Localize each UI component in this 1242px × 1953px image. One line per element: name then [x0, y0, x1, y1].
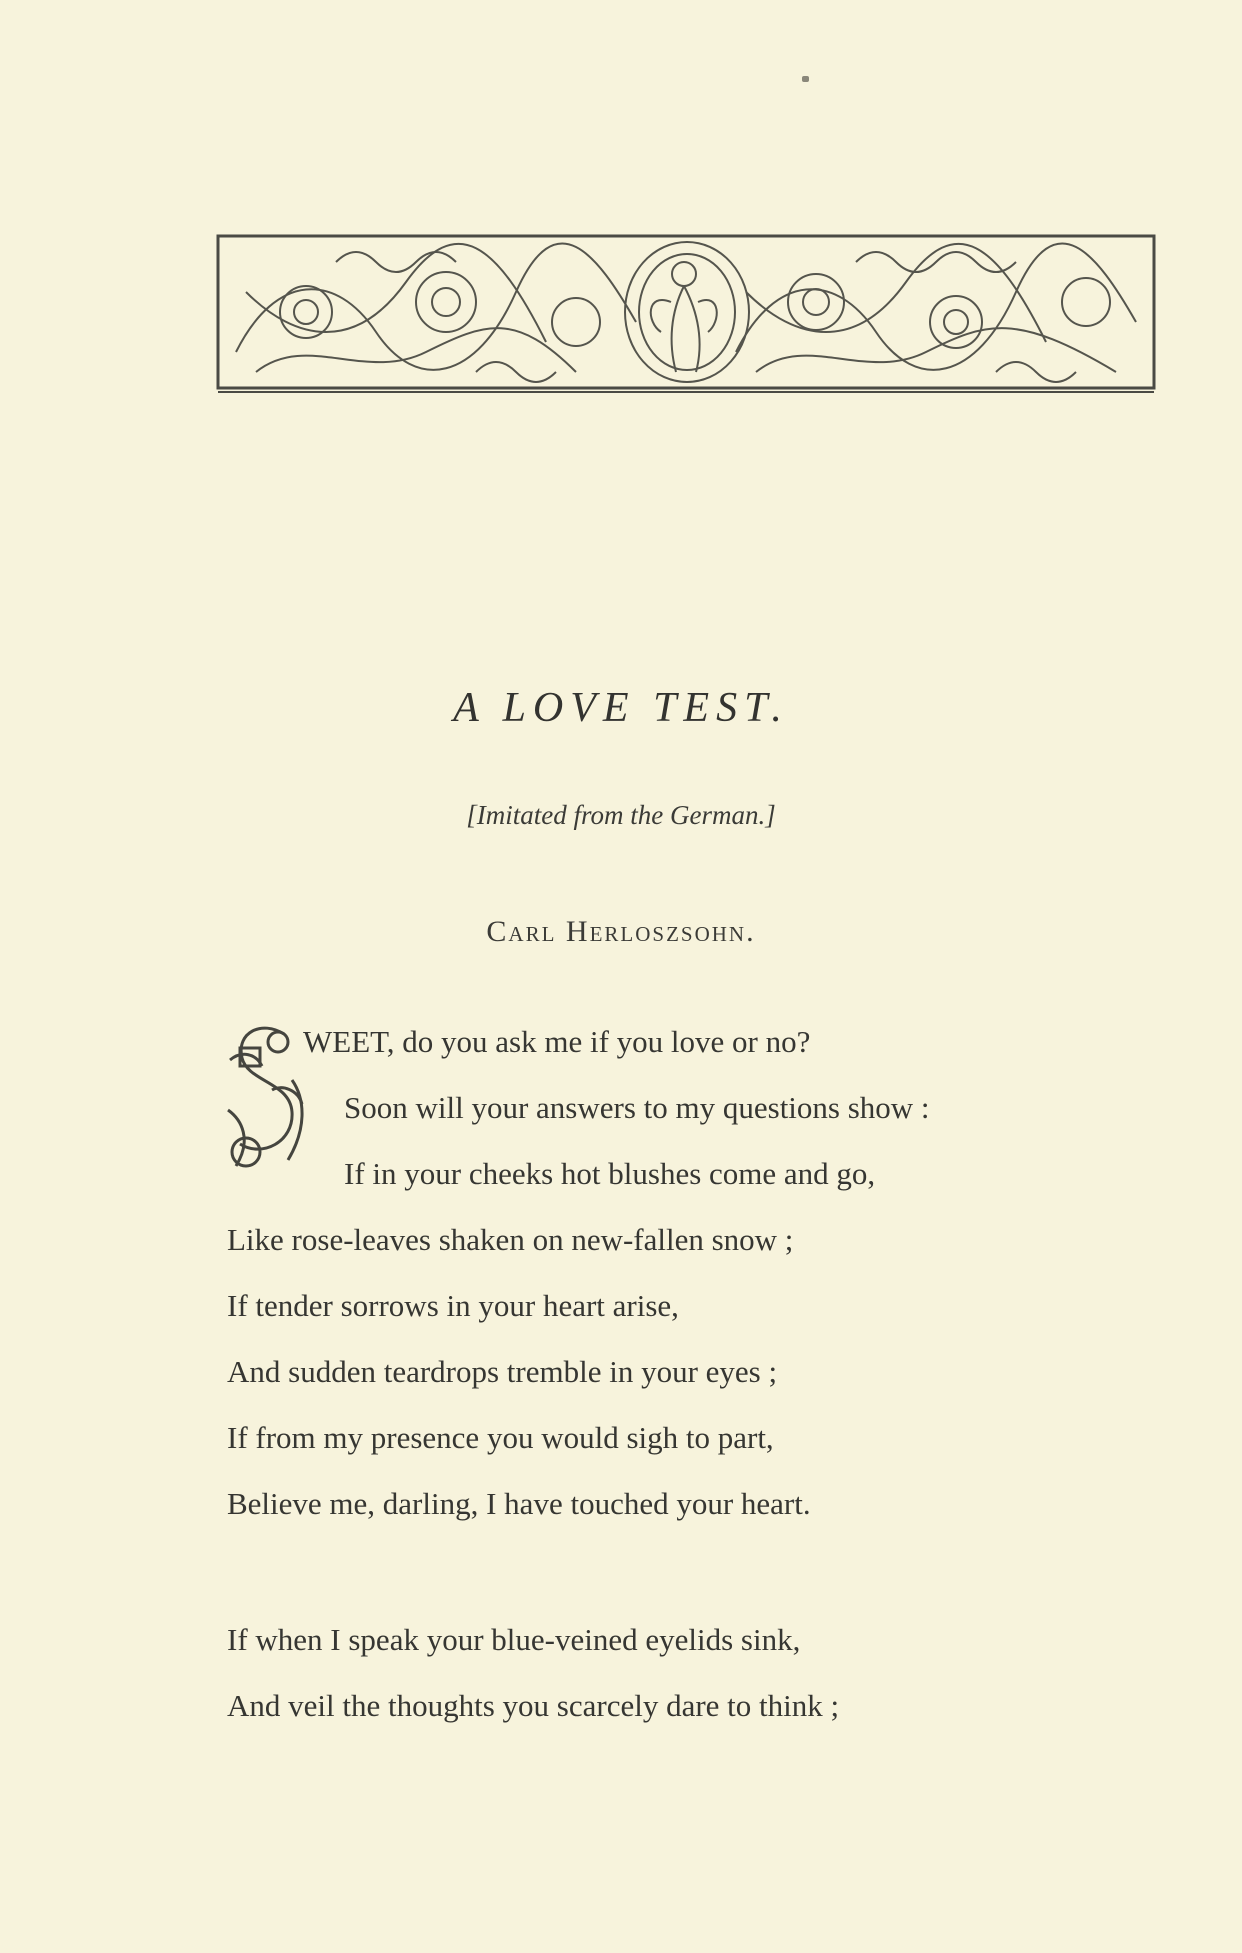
poem-line: WEET, do you ask me if you love or no? — [303, 1024, 811, 1059]
poem-line: If tender sorrows in your heart arise, — [227, 1288, 679, 1323]
poem-line: Soon will your answers to my questions show : — [344, 1090, 930, 1125]
poem-line: And sudden teardrops tremble in your eyes ; — [227, 1354, 778, 1389]
ink-speck — [802, 76, 809, 82]
poem-line: Believe me, darling, I have touched your heart. — [227, 1486, 811, 1521]
poem-line: If from my presence you would sigh to part, — [227, 1420, 774, 1455]
poem-line: If when I speak your blue-veined eyelids sink, — [227, 1622, 801, 1657]
poem-author: Carl Herloszsohn. — [486, 915, 756, 948]
poem-subtitle: [Imitated from the German.] — [466, 800, 776, 830]
poem-line: If in your cheeks hot blushes come and go, — [344, 1156, 876, 1191]
poem-line: And veil the thoughts you scarcely dare to think ; — [227, 1688, 840, 1723]
poem-line: Like rose-leaves shaken on new-fallen snow ; — [227, 1222, 794, 1257]
ornamental-drop-cap — [222, 1020, 312, 1178]
ornamental-headpiece — [216, 232, 1158, 396]
poem-title: A LOVE TEST. — [453, 685, 789, 731]
